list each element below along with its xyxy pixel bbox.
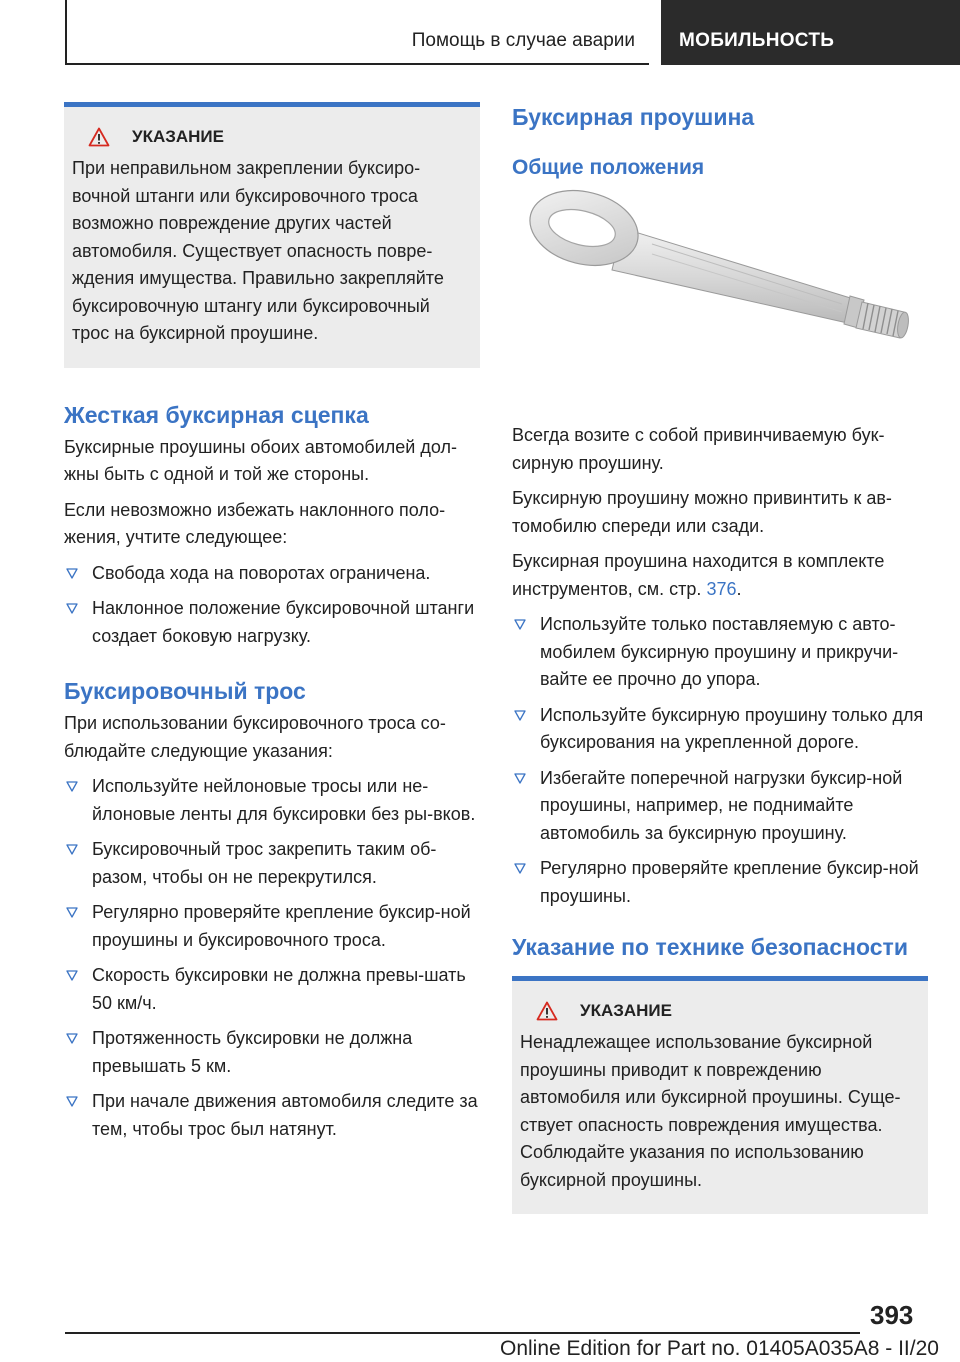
footer-edition: Online Edition for Part no. 01405A035A8 - II/20 xyxy=(500,1337,939,1360)
heading-safety-notice: Указание по технике безопасности xyxy=(512,934,908,960)
list-item xyxy=(64,899,480,954)
list-item-text: Буксировочный трос закрепить таким об-разом, чтобы он не перекрутился. xyxy=(92,839,437,887)
triangle-bullet-icon xyxy=(514,863,526,875)
header-section xyxy=(67,0,647,63)
header-chapter xyxy=(661,0,960,65)
warning-box-safety xyxy=(512,976,928,1214)
list-item xyxy=(512,611,928,694)
bullet-list-towing-eye xyxy=(512,611,928,910)
list-item xyxy=(64,962,480,1017)
list-item-text: Скорость буксировки не должна превы-шать 50 км/ч. xyxy=(92,965,466,1013)
left-column xyxy=(64,102,480,1143)
triangle-bullet-icon xyxy=(514,710,526,722)
list-item xyxy=(512,855,928,910)
list-item-text: Используйте нейлоновые тросы или не-йлоновые ленты для буксировки без ры-вков. xyxy=(92,776,476,824)
list-item xyxy=(512,702,928,757)
list-item xyxy=(512,765,928,848)
paragraph-end: . xyxy=(736,578,742,599)
list-item-text: Протяженность буксировки не должна превышать 5 км. xyxy=(92,1028,413,1076)
list-item xyxy=(64,836,480,891)
paragraph-with-link xyxy=(512,548,928,603)
triangle-bullet-icon xyxy=(514,773,526,785)
page-number: 393 xyxy=(870,1300,914,1330)
towing-eye-illustration-svg xyxy=(512,182,928,422)
list-item xyxy=(64,595,480,650)
warning-heading xyxy=(520,1001,918,1021)
warning-heading xyxy=(72,127,470,147)
list-item xyxy=(64,773,480,828)
triangle-bullet-icon xyxy=(66,781,78,793)
triangle-bullet-icon xyxy=(66,603,78,615)
triangle-bullet-icon xyxy=(66,1033,78,1045)
list-item-text: Используйте только поставляемую с авто-мобилем буксирную проушину и прикручи-вайте ее прочно до упора. xyxy=(540,614,899,689)
list-item xyxy=(64,1025,480,1080)
right-column xyxy=(512,102,928,1214)
heading-towing-eye: Буксирная проушина xyxy=(512,104,755,130)
paragraph: При использовании буксировочного троса со-блюдайте следующие указания: xyxy=(64,713,446,761)
triangle-bullet-icon xyxy=(66,907,78,919)
paragraph: Буксирную проушину можно привинтить к ав-томобилю спереди или сзади. xyxy=(512,488,892,536)
subheading-general: Общие положения xyxy=(512,156,705,179)
warning-triangle-icon xyxy=(536,1001,558,1021)
warning-text: Ненадлежащее использование буксирной проушины приводит к повреждению автомобиля или буксирной проушины. Суще-ствует опасность повреждения имущества. Соблюдайте указания по использованию буксирной проушины. xyxy=(520,1032,901,1190)
list-item-text: При начале движения автомобиля следите за тем, чтобы трос был натянут. xyxy=(92,1091,478,1139)
header-section-title: Помощь в случае аварии xyxy=(411,30,635,51)
warning-box-mounting xyxy=(64,102,480,368)
warning-title: УКАЗАНИЕ xyxy=(132,127,224,146)
triangle-bullet-icon xyxy=(66,844,78,856)
header-rule-bottom xyxy=(65,63,649,65)
triangle-bullet-icon xyxy=(66,1096,78,1108)
heading-rigid-coupling: Жесткая буксирная сцепка xyxy=(64,401,369,428)
list-item-text: Свобода хода на поворотах ограничена. xyxy=(92,562,431,583)
triangle-bullet-icon xyxy=(66,568,78,580)
bullet-list-rope xyxy=(64,773,480,1143)
paragraph: Всегда возите с собой привинчиваемую бук-сирную проушину. xyxy=(512,425,885,473)
list-item-text: Избегайте поперечной нагрузки буксир-ной проушины, например, не поднимайте автомобиль за буксирную проушину. xyxy=(540,767,903,843)
footer-rule xyxy=(65,1332,860,1334)
heading-tow-rope: Буксировочный трос xyxy=(64,678,306,704)
towing-eye-illustration xyxy=(512,182,928,422)
warning-triangle-icon xyxy=(88,127,110,147)
list-item-text: Наклонное положение буксировочной штанги создает боковую нагрузку. xyxy=(92,598,475,646)
list-item-text: Используйте буксирную проушину только для буксирования на укрепленной дороге. xyxy=(540,704,924,752)
list-item-text: Регулярно проверяйте крепление буксир-ной проушины. xyxy=(540,858,919,906)
header-chapter-title: МОБИЛЬНОСТЬ xyxy=(679,30,835,51)
page-reference-link[interactable]: 376 xyxy=(706,578,737,599)
triangle-bullet-icon xyxy=(66,970,78,982)
paragraph-text: Буксирная проушина находится в комплекте инструментов, см. стр. xyxy=(512,551,885,599)
triangle-bullet-icon xyxy=(514,619,526,631)
bullet-list-rigid xyxy=(64,560,480,651)
paragraph: Если невозможно избежать наклонного поло-жения, учтите следующее: xyxy=(64,499,446,547)
list-item xyxy=(64,560,480,588)
list-item-text: Регулярно проверяйте крепление буксир-ной проушины и буксировочного троса. xyxy=(92,902,471,950)
list-item xyxy=(64,1088,480,1143)
warning-title: УКАЗАНИЕ xyxy=(580,1001,672,1020)
paragraph: Буксирные проушины обоих автомобилей дол-жны быть с одной и той же стороны. xyxy=(64,436,457,484)
warning-text: При неправильном закреплении буксиро-вочной штанги или буксировочного троса возможно повреждение других частей автомобиля. Существует опасность повре-ждения имущества. Правильно закрепляйте буксировочную штангу или буксировочный трос на буксирной проушине. xyxy=(72,158,444,343)
